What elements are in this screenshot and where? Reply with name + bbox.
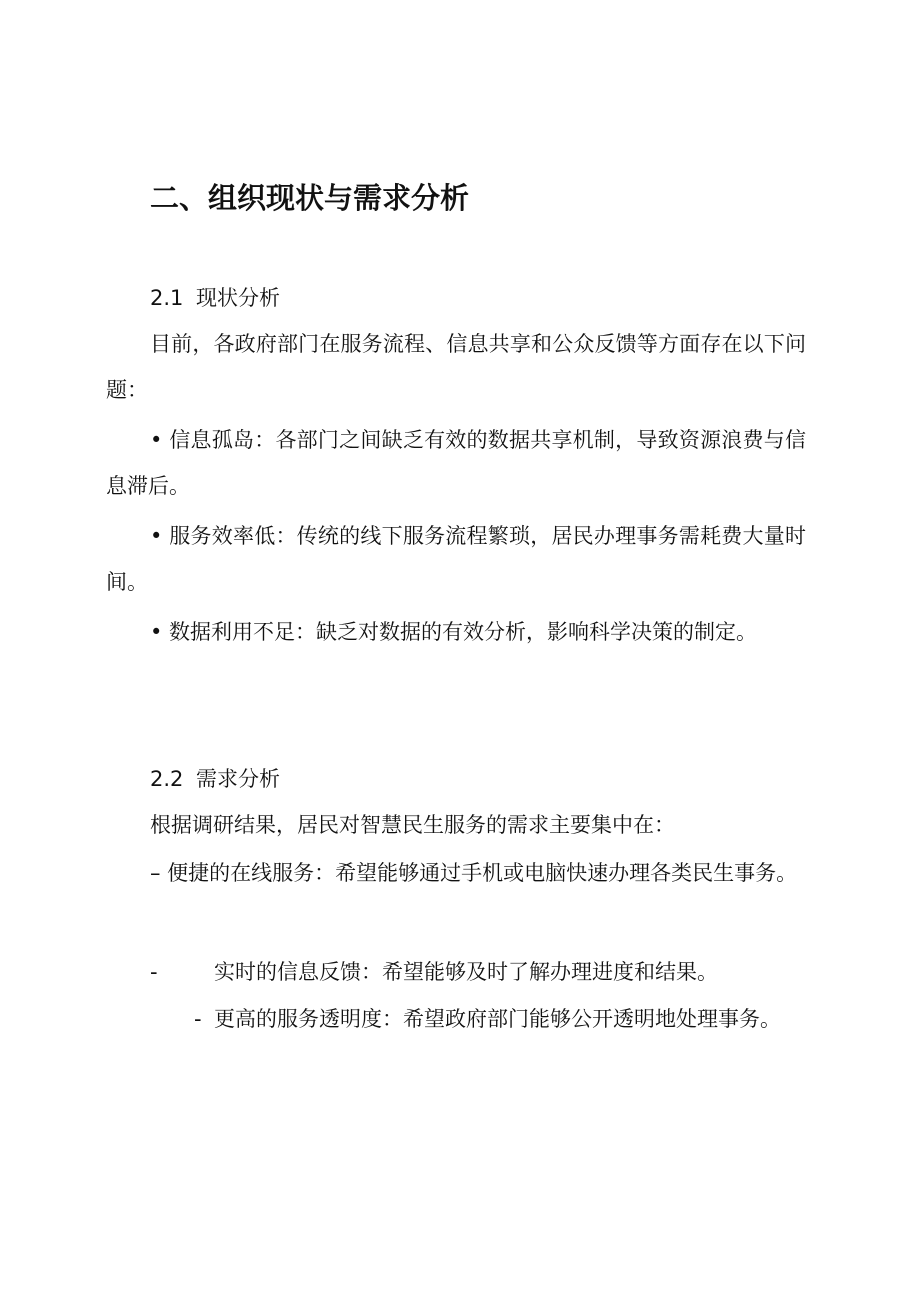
section-title: 需求分析 (196, 767, 280, 791)
dash-item-transparency (106, 996, 806, 1042)
bullet-item-info-silos: • 信息孤岛：各部门之间缺乏有效的数据共享机制，导致资源浪费与信息滞后。 (106, 428, 806, 498)
dash-item-realtime-feedback (150, 956, 718, 988)
section-heading-2-1 (150, 282, 280, 314)
section-number: 2.1 (150, 286, 184, 310)
dash-marker: - (150, 960, 158, 984)
bullet-item-data-underuse: • 数据利用不足：缺乏对数据的有效分析，影响科学决策的制定。 (150, 620, 758, 644)
section-title: 现状分析 (196, 286, 280, 310)
section-intro-paragraph: 目前，各政府部门在服务流程、信息共享和公众反馈等方面存在以下问题： (106, 332, 806, 402)
dash-item-online-service: – 便捷的在线服务：希望能够通过手机或电脑快速办理各类民生事务。 (150, 861, 798, 885)
bullet-item-low-efficiency: • 服务效率低：传统的线下服务流程繁琐，居民办理事务需耗费大量时间。 (106, 524, 806, 594)
section-heading-2-2 (150, 763, 280, 795)
dash-item-text: 实时的信息反馈：希望能够及时了解办理进度和结果。 (214, 960, 718, 984)
dash-marker: - (194, 1007, 202, 1031)
dash-item-text: 更高的服务透明度：希望政府部门能够公开透明地处理事务。 (214, 1007, 781, 1031)
section-intro-paragraph: 根据调研结果，居民对智慧民生服务的需求主要集中在： (150, 813, 675, 837)
section-number: 2.2 (150, 767, 184, 791)
chapter-title: 二、组织现状与需求分析 (150, 181, 470, 215)
